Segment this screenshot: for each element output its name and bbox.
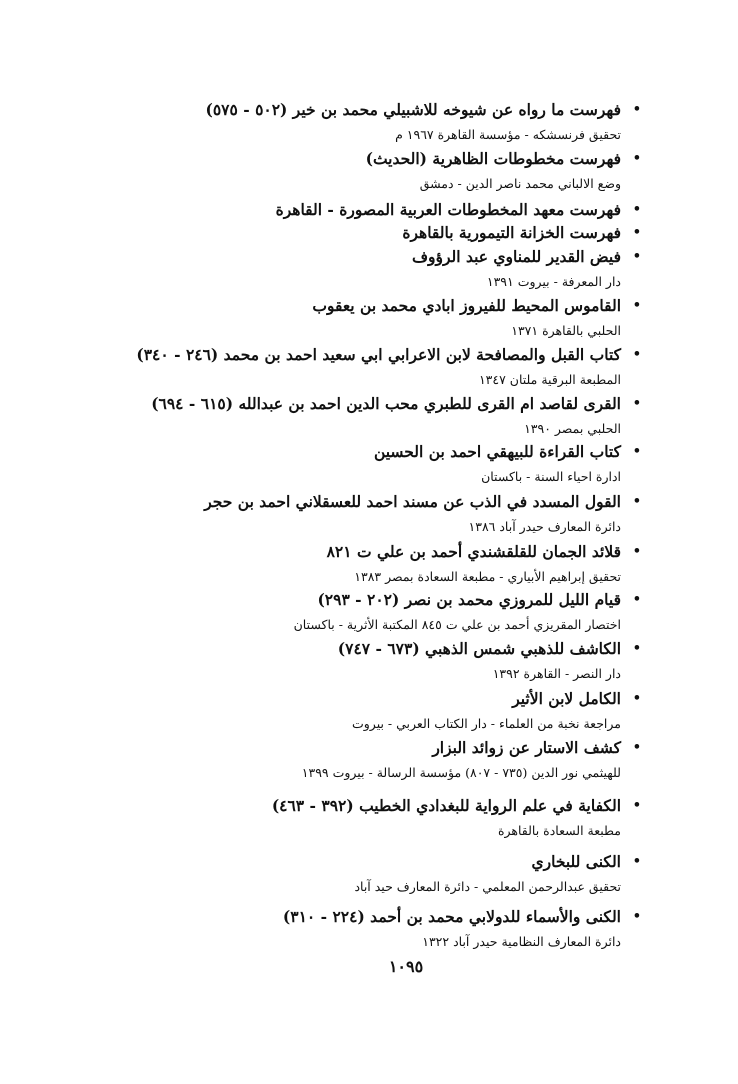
entry-note: تحقيق فرنسشكه - مؤسسة القاهرة ١٩٦٧ م: [395, 127, 621, 142]
entry-title: القرى لقاصد ام القرى للطبري محب الدين احمد بن عبدالله (٦١٥ - ٦٩٤): [151, 394, 621, 413]
entry-note: اختصار المقريزي أحمد بن علي ت ٨٤٥ المكتبة الأثرية - باكستان: [293, 617, 621, 632]
bullet-icon: •: [632, 202, 641, 217]
bibliography-entry: [151, 392, 641, 440]
bullet-icon: •: [632, 909, 641, 924]
bullet-icon: •: [632, 298, 641, 313]
entry-note: المطبعة البرقية ملتان ١٣٤٧: [478, 372, 621, 387]
bibliography-entry: [352, 687, 641, 735]
bibliography-entry: [365, 147, 641, 195]
bullet-icon: •: [632, 151, 641, 166]
entry-title: القاموس المحيط للفيروز ابادي محمد بن يعقوب: [312, 296, 621, 315]
bibliography-entry: [282, 905, 641, 953]
bullet-icon: •: [632, 854, 641, 869]
entry-note: مطبعة السعادة بالقاهرة: [497, 823, 621, 838]
entry-note: دار النصر - القاهرة ١٣٩٢: [492, 666, 621, 681]
bibliography-entry: [275, 198, 641, 222]
entry-title: فهرست الخزانة التيمورية بالقاهرة: [402, 223, 621, 242]
entry-title: الكاشف للذهبي شمس الذهبي (٦٧٣ - ٧٤٧): [337, 639, 621, 658]
bullet-icon: •: [632, 225, 641, 240]
bullet-icon: •: [632, 347, 641, 362]
entry-title: الكفاية في علم الرواية للبغدادي الخطيب (٣٩٢ - ٤٦٣): [271, 796, 621, 815]
entry-title: القول المسدد في الذب عن مسند احمد للعسقلاني احمد بن حجر: [204, 492, 621, 511]
bibliography-entry: [136, 343, 641, 391]
entry-title: فهرست مخطوطات الظاهرية (الحديث): [365, 149, 621, 168]
bibliography-entry: [312, 294, 641, 342]
bibliography-entry: [337, 637, 641, 685]
bibliography-entry: [301, 736, 641, 784]
entry-note: دائرة المعارف حيدر آباد ١٣٨٦: [468, 519, 621, 534]
bibliography-entry: [373, 440, 641, 488]
bullet-icon: •: [632, 592, 641, 607]
bullet-icon: •: [632, 396, 641, 411]
bullet-icon: •: [632, 544, 641, 559]
entry-title: فهرست معهد المخطوطات العربية المصورة - القاهرة: [275, 200, 621, 219]
bibliography-entry: [326, 540, 641, 588]
entry-note: الحلبي بالقاهرة ١٣٧١: [511, 323, 621, 338]
entry-title: فهرست ما رواه عن شيوخه للاشبيلي محمد بن خير (٥٠٢ - ٥٧٥): [205, 100, 621, 119]
entry-note: الحلبي بمصر ١٣٩٠: [524, 421, 621, 436]
entry-title: الكنى والأسماء للدولابي محمد بن أحمد (٢٢٤ - ٣١٠): [282, 907, 621, 926]
entry-note: مراجعة نخبة من العلماء - دار الكتاب العربي - بيروت: [352, 716, 621, 731]
entry-note: للهيثمي نور الدين (٧٣٥ - ٨٠٧) مؤسسة الرسالة - بيروت ١٣٩٩: [301, 765, 621, 780]
entry-note: دائرة المعارف النظامية حيدر آباد ١٣٢٢: [422, 934, 621, 949]
entry-title: الكامل لابن الأثير: [512, 689, 621, 708]
entry-title: فيض القدير للمناوي عبد الرؤوف: [411, 247, 621, 266]
bibliography-entry: [293, 588, 641, 636]
bullet-icon: •: [632, 641, 641, 656]
bullet-icon: •: [632, 102, 641, 117]
bullet-icon: •: [632, 494, 641, 509]
bibliography-entry: [271, 794, 641, 842]
entry-title: كتاب القراءة للبيهقي احمد بن الحسين: [373, 442, 621, 461]
bullet-icon: •: [632, 740, 641, 755]
bibliography-entry: [411, 245, 641, 293]
entry-note: وضع الالباني محمد ناصر الدين - دمشق: [419, 176, 621, 191]
page-number: ١٠٩٥: [388, 957, 424, 976]
bibliography-entry: [354, 850, 641, 898]
entry-note: دار المعرفة - بيروت ١٣٩١: [486, 274, 621, 289]
entry-note: تحقيق عبدالرحمن المعلمي - دائرة المعارف حيد آباد: [354, 879, 621, 894]
bibliography-entry: [204, 490, 641, 538]
entry-title: قيام الليل للمروزي محمد بن نصر (٢٠٢ - ٢٩٣): [317, 590, 621, 609]
entry-title: كشف الاستار عن زوائد البزار: [432, 738, 621, 757]
bibliography-entry: [205, 98, 641, 146]
entry-title: قلائد الجمان للقلقشندي أحمد بن علي ت ٨٢١: [326, 542, 621, 561]
bibliography-entry: [402, 221, 641, 245]
bullet-icon: •: [632, 249, 641, 264]
entry-title: الكنى للبخاري: [531, 852, 621, 871]
entry-note: تحقيق إبراهيم الأبياري - مطبعة السعادة بمصر ١٣٨٣: [354, 569, 621, 584]
bullet-icon: •: [632, 444, 641, 459]
entry-title: كتاب القبل والمصافحة لابن الاعرابي ابي سعيد احمد بن محمد (٢٤٦ - ٣٤٠): [136, 345, 621, 364]
entry-note: ادارة احياء السنة - باكستان: [481, 469, 621, 484]
bullet-icon: •: [632, 798, 641, 813]
bullet-icon: •: [632, 691, 641, 706]
